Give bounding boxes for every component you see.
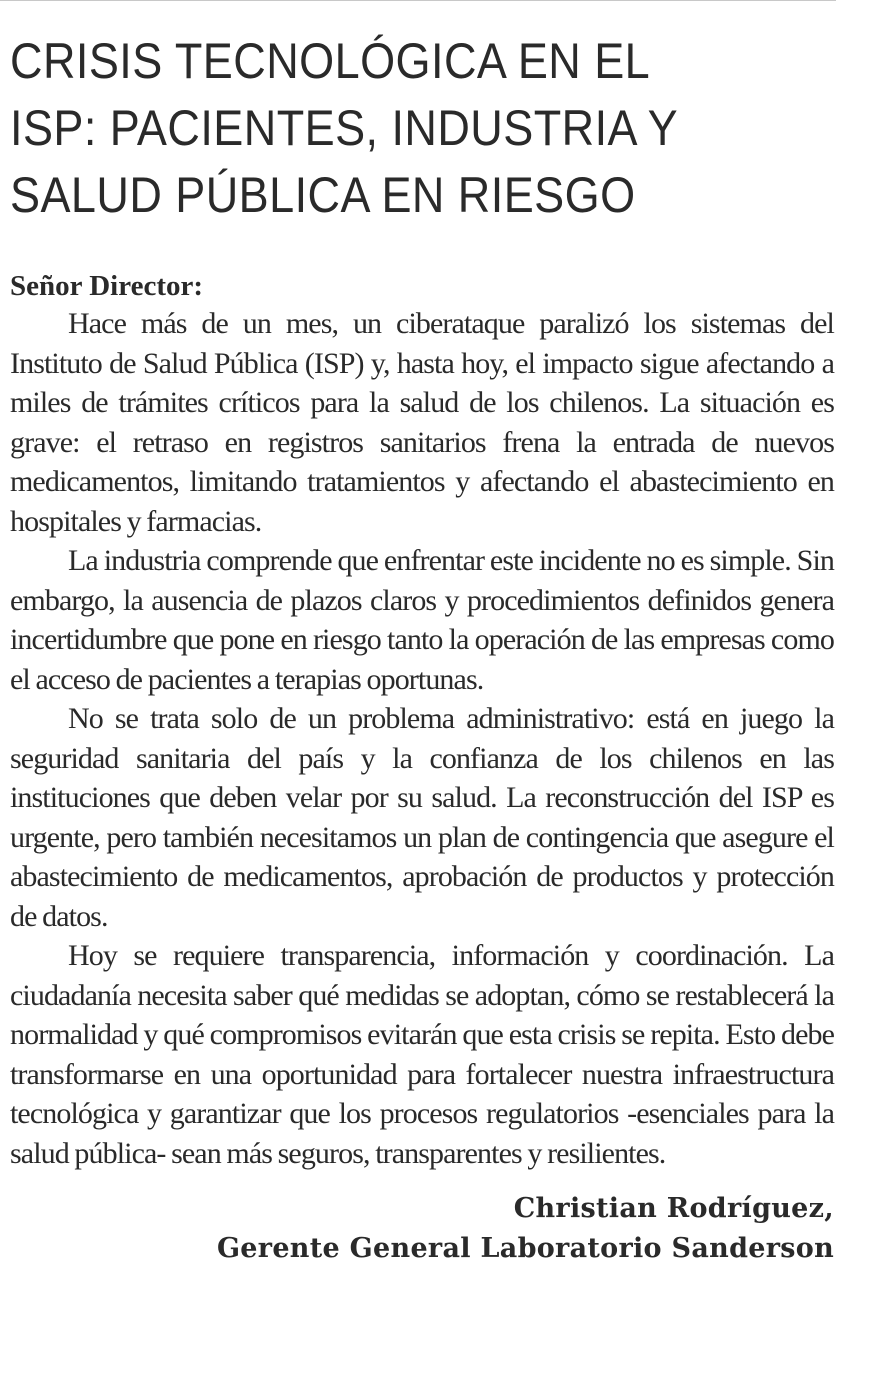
body-paragraph: No se trata solo de un problema administrativo: está en juego la seguridad sanitaria del país y la confianza de los chilenos en las instituciones que deben velar por su salud. La reconstrucción del ISP es urgente, pero también necesitamos un plan de contingencia que asegure el abastecimiento de medicamentos, aprobación de productos y protección de datos. — [10, 702, 834, 933]
body-paragraph: Hace más de un mes, un ciberataque paralizó los sistemas del Instituto de Salud Pública (ISP) y, hasta hoy, el impacto sigue afectando a miles de trámites críticos para la salud de los chilenos. La situación es grave: el retraso en registros sanitarios frena la entrada de nuevos medicamentos, limitando tratamientos y afectando el abastecimiento en hospitales y farmacias. — [10, 307, 834, 538]
headline-line: ISP: PACIENTES, INDUSTRIA Y — [10, 100, 679, 156]
letter-article — [10, 28, 834, 1269]
body-paragraph: Hoy se requiere transparencia, información y coordinación. La ciudadanía necesita saber qué medidas se adoptan, cómo se restablecerá la normalidad y qué compromisos evitarán que esta crisis se repita. Esto debe transformarse en una oportunidad para fortalecer nuestra infraestructura tecnológica y garantizar que los procesos regulatorios -esenciales para la salud pública- sean más seguros, transparentes y resilientes. — [10, 939, 834, 1170]
signature-name: Christian Rodríguez, — [513, 1193, 834, 1224]
letter-body — [10, 304, 834, 1173]
top-rule — [0, 0, 836, 1]
salutation: Señor Director: — [10, 270, 204, 302]
headline-line: SALUD PÚBLICA EN RIESGO — [10, 167, 636, 223]
headline — [10, 28, 820, 229]
headline-line: CRISIS TECNOLÓGICA EN EL — [10, 33, 651, 89]
body-paragraph: La industria comprende que enfrentar este incidente no es simple. Sin embargo, la ausencia de plazos claros y procedimientos definidos genera incertidumbre que pone en riesgo tanto la operación de las empresas como el acceso de pacientes a terapias oportunas. — [10, 544, 834, 696]
signature — [10, 1189, 834, 1269]
signature-title: Gerente General Laboratorio Sanderson — [216, 1233, 834, 1264]
